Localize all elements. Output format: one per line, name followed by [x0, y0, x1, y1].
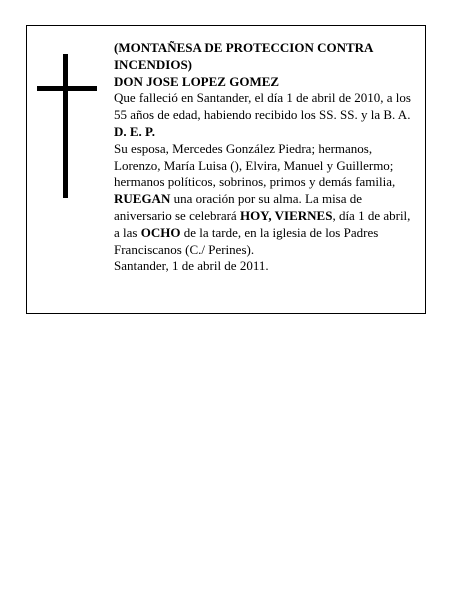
mass-date: , día 1 de abril, a las	[114, 207, 411, 240]
family-paragraph	[114, 141, 417, 259]
prayer-text: una oración por su alma. La misa de aniversario se celebrará	[114, 191, 363, 223]
mass-hour: OCHO	[140, 224, 181, 240]
signoff-line: Santander, 1 de abril de 2011.	[114, 258, 269, 274]
mass-day: HOY, VIERNES	[239, 207, 333, 223]
cross-horizontal-bar	[37, 86, 97, 91]
cross-vertical-bar	[63, 54, 68, 198]
deceased-name: DON JOSE LOPEZ GOMEZ	[114, 73, 280, 89]
ruegan-word: RUEGAN	[114, 191, 171, 207]
death-info: Que falleció en Santander, el día 1 de abril de 2010, a los 55 años de edad, habiendo recibido los SS. SS. y la B. A.	[114, 90, 411, 123]
notice-text	[114, 40, 417, 275]
family-list: Su esposa, Mercedes González Piedra; hermanos, Lorenzo, María Luisa (), Elvira, Manuel y Guillermo; hermanos políticos, sobrinos, primos y demás familia,	[114, 140, 396, 190]
organization-name: (MONTAÑESA DE PROTECCION CONTRA INCENDIOS)	[114, 40, 373, 72]
rip-line: D. E. P.	[114, 123, 156, 139]
cross-icon	[37, 54, 97, 198]
mass-location: de la tarde, en la iglesia de los Padres Franciscanos (C./ Perines).	[114, 224, 379, 257]
obituary-notice	[26, 25, 426, 314]
